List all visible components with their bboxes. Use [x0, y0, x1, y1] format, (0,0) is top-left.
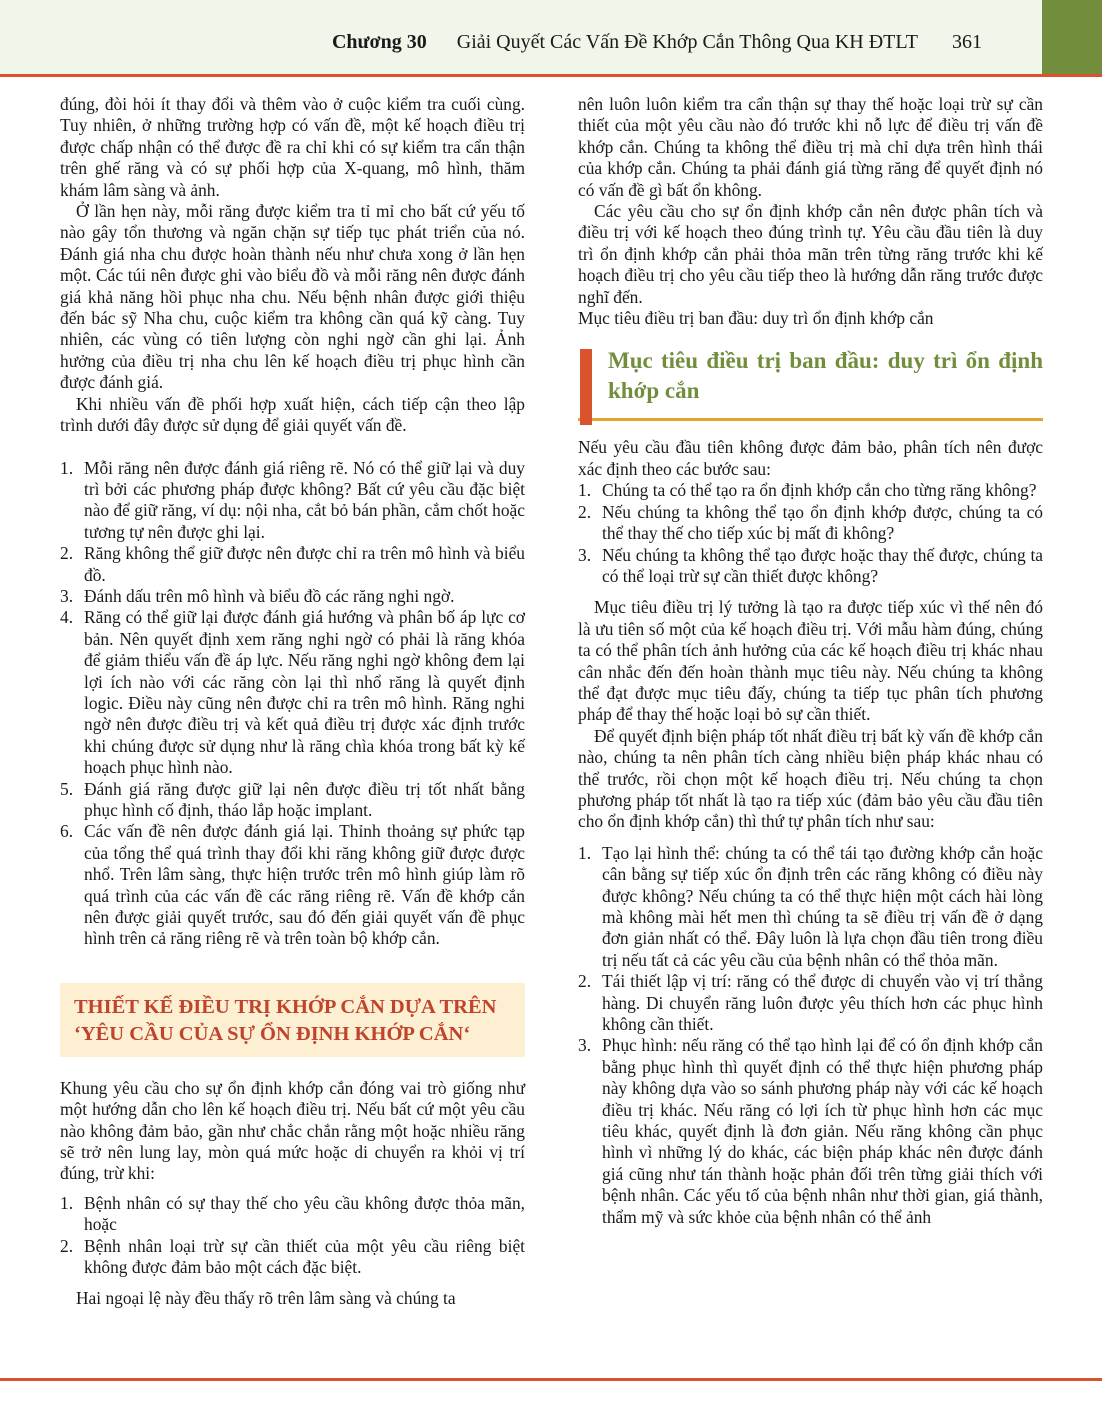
- list-item: 1. Mỗi răng nên được đánh giá riêng rẽ. Nó có thể giữ lại và duy trì bởi các phương pháp được không? Bất cứ yêu cầu đặc biệt nào để giữ răng, ví dụ: nội nha, cắt bỏ bán phần, cắm chốt hoặc tương tự nên được ghi lại.: [60, 457, 525, 542]
- paragraph: Nếu yêu cầu đầu tiên không được đảm bảo, phân tích nên được xác định theo các bước sau:: [578, 437, 1043, 479]
- paragraph: đúng, đòi hỏi ít thay đổi và thêm vào ở cuộc kiểm tra cuối cùng. Tuy nhiên, ở những trường hợp có vấn đề, một kế hoạch điều trị được chấp nhận có thể được đề ra chỉ khi có sự kiểm tra cẩn thận trên ghế răng và có sự phối hợp của X-quang, mô hình, thăm khám lâm sàng và ảnh.: [60, 94, 525, 200]
- list-item: 6. Các vấn đề nên được đánh giá lại. Thỉnh thoảng sự phức tạp của tổng thể quá trình thay đổi khi răng không giữ được được nhổ. Trên lâm sàng, thực hiện trước trên mô hình giúp làm rõ quá trình của các vấn đề các răng riêng rẽ. Vấn đề khớp cắn nên được giải quyết trước, sau đó đến giải quyết vấn đề phục hình trên cả răng riêng rẽ và trên toàn bộ khớp cắn.: [60, 821, 525, 949]
- list-item: 1. Tạo lại hình thể: chúng ta có thể tái tạo đường khớp cắn hoặc cân bằng sự tiếp xúc ổn định trên các răng không có điều này được không? Nếu chúng ta có thể thực hiện một cách hài lòng mà không mài hết men thì chúng ta sẽ điều trị vấn đề ở dạng đơn giản nhất có thể. Đây luôn là lựa chọn đầu tiên trong điều trị nếu tất cả các yêu cầu của bệnh nhân có thể thỏa mãn.: [578, 842, 1043, 970]
- list-item: 3. Đánh dấu trên mô hình và biểu đồ các răng nghi ngờ.: [60, 585, 455, 606]
- section-heading-box: [578, 345, 1043, 421]
- list-item: 4. Răng có thể giữ lại được đánh giá hướng và phân bố áp lực cơ bản. Nên quyết định xem răng nghi ngờ có phải là răng khóa để giảm thiểu vấn đề áp lực. Nếu răng nghi ngờ không đem lại lợi ích nào với các răng còn lại thì nhổ răng là quyết định logic. Điều này cũng nên được chỉ ra trên mô hình. Răng nghi ngờ nên được điều trị và kết quả điều trị được xác định trước khi chúng được sử dụng như là răng chìa khóa trong bất kỳ kế hoạch phục hình nào.: [60, 607, 525, 778]
- right-column: [578, 94, 1043, 1228]
- list-item: 2. Bệnh nhân loại trừ sự cần thiết của một yêu cầu riêng biệt không được đảm bảo một cách đặc biệt.: [60, 1235, 525, 1278]
- section-heading: THIẾT KẾ ĐIỀU TRỊ KHỚP CẮN DỰA TRÊN ‘YÊU CẦU CỦA SỰ ỔN ĐỊNH KHỚP CẮN‘: [74, 995, 497, 1045]
- paragraph: Để quyết định biện pháp tốt nhất điều trị bất kỳ vấn đề khớp cắn nào, chúng ta nên phân tích càng nhiều biện pháp khác nhau có thể trước, rồi chọn một kế hoạch điều trị. Nếu chúng ta chọn phương pháp tốt nhất là tạo ra tiếp xúc (đảm bảo yêu cầu đầu tiên cho ổn định khớp cắn) thì thứ tự phân tích như sau:: [578, 725, 1043, 832]
- section-heading: Mục tiêu điều trị ban đầu: duy trì ổn định khớp cắn: [608, 348, 1043, 404]
- list-item: 2. Nếu chúng ta không thể tạo ổn định khớp được, chúng ta có thể thay thế cho tiếp xúc bị mất đi không?: [578, 501, 1043, 544]
- section-heading-box: [60, 983, 525, 1057]
- chapter-label: Chương 30: [331, 31, 427, 53]
- left-column: [60, 94, 525, 1309]
- list-item: 3. Nếu chúng ta không thể tạo được hoặc thay thế được, chúng ta có thể loại trừ sự cần thiết được không?: [578, 544, 1043, 586]
- numbered-list: [60, 1193, 525, 1279]
- header-rule: [0, 74, 1102, 77]
- list-item: 2. Răng không thể giữ được nên được chỉ ra trên mô hình và biểu đồ.: [60, 543, 525, 585]
- numbered-list: [60, 458, 525, 950]
- footer-rule: [0, 1378, 1102, 1381]
- chapter-title: Giải Quyết Các Vấn Đề Khớp Cắn Thông Qua KH ĐTLT: [456, 31, 918, 53]
- numbered-list: [578, 843, 1043, 1228]
- paragraph: Các yêu cầu cho sự ổn định khớp cắn nên được phân tích và điều trị với kế hoạch theo đúng trình tự. Yêu cầu đầu tiên là duy trì ổn định khớp cắn phải thỏa mãn trên từng răng trước khi kế hoạch điều trị cho yêu cầu tiếp theo là hướng dẫn răng trước được nghĩ đến.: [578, 201, 1043, 307]
- paragraph: Ở lần hẹn này, mỗi răng được kiểm tra tỉ mỉ cho bất cứ yếu tố nào gây tổn thương và ngăn chặn sự tiếp tục phát triển của nó. Đánh giá nha chu được hoàn thành nếu như chưa xong ở lần hẹn một. Các túi nên được ghi vào biểu đồ và mỗi răng nên được đánh giá khả năng hồi phục nha chu. Nếu bệnh nhân được giới thiệu đến bác sỹ Nha chu, cuộc kiểm tra không cần quá kỹ càng. Tuy nhiên, các vùng có tiên lượng còn nghi ngờ cần ghi lại. Ảnh hưởng của điều trị nha chu lên kế hoạch điều trị phục hình cần được đánh giá.: [60, 201, 525, 393]
- paragraph: Mục tiêu điều trị lý tưởng là tạo ra được tiếp xúc vì thế nên đó là ưu tiên số một của kế hoạch điều trị. Với mẫu hàm đúng, chúng ta có thể phân tích ảnh hưởng của các kế hoạch điều trị khác nhau cân nhắc đến đến hoàn thành mục tiêu này. Nếu chúng ta không thể đạt được mục tiêu đấy, chúng ta tiếp tục phân tích phương pháp để thay thế hoặc loại bỏ sự cần thiết.: [578, 597, 1043, 725]
- page-header: [0, 0, 1102, 74]
- heading-bar: [580, 349, 592, 425]
- list-item: 1. Chúng ta có thể tạo ra ổn định khớp cắn cho từng răng không?: [578, 480, 1037, 501]
- list-item: 3. Phục hình: nếu răng có thể tạo hình lại để có ổn định khớp cắn bằng phục hình thì quyết định có thể thực hiện phương pháp này không dựa vào so sánh phương pháp này với các kế hoạch điều trị khác. Nếu răng có lợi ích từ phục hình hơn các mục tiêu khác, quyết định là đơn giản. Nếu răng không cần phục hình vì những lý do khác, các biện pháp khác nên được đánh giá cũng như tán thành hoặc phản đối trên từng giải thích với bệnh nhân. Các yếu tố của bệnh nhân như thời gian, giá thành, thẩm mỹ và sức khỏe của bệnh nhân có thể ảnh: [578, 1035, 1043, 1227]
- paragraph: Khung yêu cầu cho sự ổn định khớp cắn đóng vai trò giống như một hướng dẫn cho lên kế hoạch điều trị. Nếu bất cứ một yêu cầu nào không đảm bảo, gần như chắc chắn rằng một hoặc nhiều răng sẽ trở nên lung lay, mòn quá mức hoặc di chuyển ra khỏi vị trí đúng, trừ khi:: [60, 1077, 525, 1184]
- list-item: 2. Tái thiết lập vị trí: răng có thể được di chuyển vào vị trí thẳng hàng. Di chuyển răng luôn được yêu thích hơn các phục hình không cần thiết.: [578, 971, 1043, 1035]
- numbered-list: [578, 480, 1043, 587]
- paragraph: Mục tiêu điều trị ban đầu: duy trì ổn định khớp cắn: [578, 308, 934, 329]
- running-head: [332, 30, 982, 54]
- paragraph: Khi nhiều vấn đề phối hợp xuất hiện, cách tiếp cận theo lập trình dưới đây được sử dụng để giải quyết vấn đề.: [60, 393, 525, 436]
- list-item: 5. Đánh giá răng được giữ lại nên được điều trị tốt nhất bằng phục hình cố định, tháo lắp hoặc implant.: [60, 778, 525, 820]
- paragraph: Hai ngoại lệ này đều thấy rõ trên lâm sàng và chúng ta: [76, 1287, 456, 1308]
- paragraph: nên luôn luôn kiểm tra cẩn thận sự thay thế hoặc loại trừ sự cần thiết của một yêu cầu nào đó trước khi nỗ lực để điều trị vấn đề khớp cắn. Chúng ta không thể điều trị mà chỉ dựa trên hình thái của khớp cắn. Chúng ta phải đánh giá từng răng để quyết định nó có vấn đề gì bất ổn không.: [578, 94, 1043, 200]
- page-number: 361: [952, 31, 982, 53]
- list-item: 1. Bệnh nhân có sự thay thế cho yêu cầu không được thỏa mãn, hoặc: [60, 1192, 525, 1235]
- chapter-tab: [1042, 0, 1102, 74]
